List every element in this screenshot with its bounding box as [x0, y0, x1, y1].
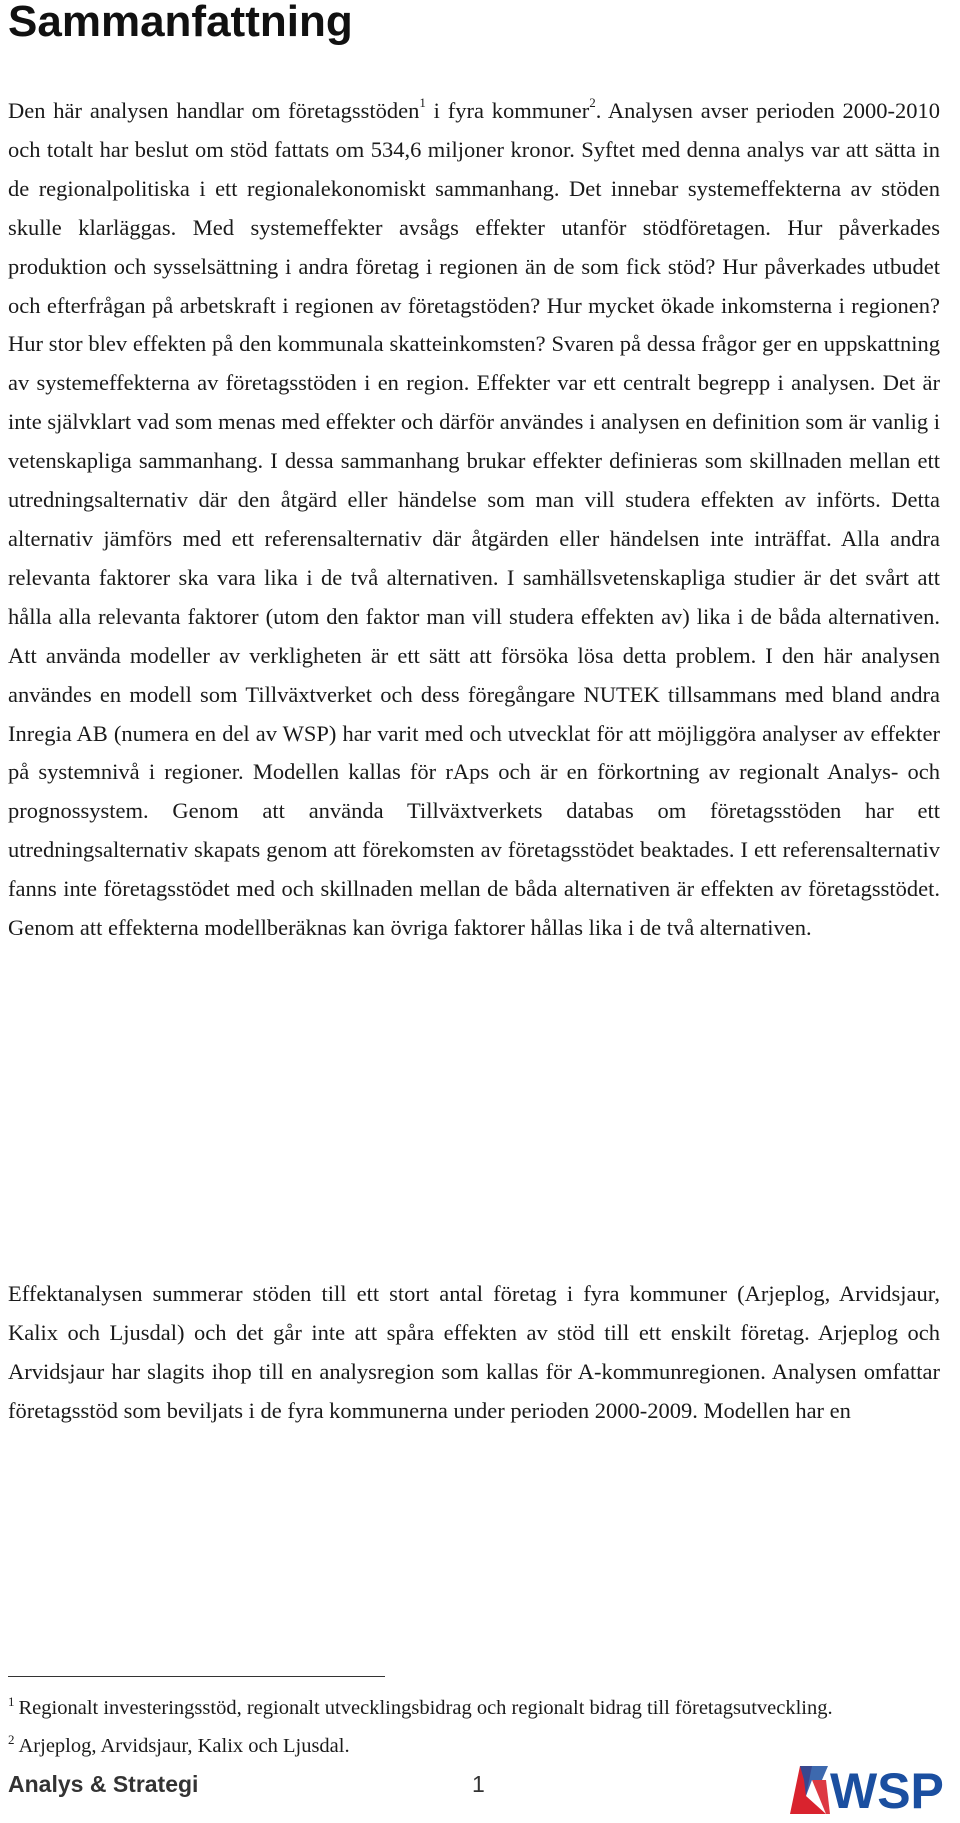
wsp-logo-mark-icon: [790, 1766, 830, 1814]
footnote-divider: [8, 1676, 385, 1677]
footnote-2-mark: 2: [8, 1732, 15, 1747]
page-number: 1: [472, 1771, 485, 1797]
wsp-logo: [786, 1756, 954, 1816]
footnote-2-text: Arjeplog, Arvidsjaur, Kalix och Ljusdal.: [18, 1735, 350, 1757]
paragraph-1-rest: . Analysen avser perioden 2000-2010 och totalt har beslut om stöd fattats om 534,6 miljoner kronor. Syftet med denna analys var att sätta in de regionalpolitiska i ett regionalekonomiskt sammanhang. Det innebar systemeffekterna av stöden skulle klarläggas. Med systemeffekter avsågs effekter utanför stödföretagen. Hur påverkades produktion och sysselsättning i andra företag i regionen än de som fick stöd? Hur påverkades utbudet och efterfrågan på arbetskraft i regionen av företagstöden? Hur mycket ökade inkomsterna i regionen? Hur stor blev effekten på den kommunala skatteinkomsten? Svaren på dessa frågor ger en uppskattning av systemeffekterna av företagsstöden i en region. Effekter var ett centralt begrepp i analysen. Det är inte självklart vad som menas med effekter och därför användes i analysen en definition som är vanlig i vetenskapliga sammanhang. I dessa sammanhang brukar effekter definieras som skillnaden mellan ett utredningsalternativ där den åtgärd eller händelse som man vill studera effekten av införts. Detta alternativ jämförs med ett referensalternativ där åtgärden eller händelsen inte inträffat. Alla andra relevanta faktorer ska vara lika i de två alternativen. I samhällsvetenskapliga studier är det svårt att hålla alla relevanta faktorer (utom den faktor man vill studera effekten av) lika i de båda alternativen. Att använda modeller av verkligheten är ett sätt att försöka lösa detta problem. I den här analysen användes en modell som Tillväxtverket och dess föregångare NUTEK tillsammans med bland andra Inregia AB (numera en del av WSP) har varit med och utvecklat för att möjliggöra analyser av effekter på systemnivå i regioner. Modellen kallas för rAps och är en förkortning av regionalt Analys- och prognossystem. Genom att använda Tillväxtverkets databas om företagsstöden har ett utredningsalternativ skapats genom att förekomsten av företagsstödet beaktades. I ett referensalternativ fanns inte företagsstödet med och skillnaden mellan de båda alternativen är effekten av företagsstödet. Genom att effekterna modellberäknas kan övriga faktorer hållas lika i de två alternativen.: [8, 98, 940, 941]
summary-paragraph-1: [8, 92, 940, 948]
footnote-ref-2[interactable]: 2: [589, 94, 596, 110]
footnote-1-text: Regionalt investeringsstöd, regionalt utvecklingsbidrag och regionalt bidrag till företagsutveckling.: [18, 1697, 833, 1719]
summary-paragraph-2: Effektanalysen summerar stöden till ett stort antal företag i fyra kommuner (Arjeplog, Arvidsjaur, Kalix och Ljusdal) och det går inte att spåra effekten av stöd till ett enskilt företag. Arjeplog och Arvidsjaur har slagits ihop till en analysregion som kallas för A-kommunregionen. Analysen omfattar företagsstöd som beviljats i de fyra kommunerna under perioden 2000-2009. Modellen har en: [8, 1281, 940, 1423]
footnotes: [8, 1690, 940, 1766]
paragraph-1-intro: Den här analysen handlar om företagsstöden: [8, 98, 420, 123]
page-title: Sammanfattning: [8, 0, 353, 46]
footer-brand: Analys & Strategi: [8, 1771, 199, 1797]
footnote-ref-1[interactable]: 1: [419, 94, 426, 110]
footnote-1: [8, 1690, 940, 1728]
paragraph-1-mid: i fyra kommuner: [425, 98, 590, 123]
footnote-1-mark: 1: [8, 1694, 15, 1709]
wsp-logo-text: WSP: [830, 1763, 944, 1816]
